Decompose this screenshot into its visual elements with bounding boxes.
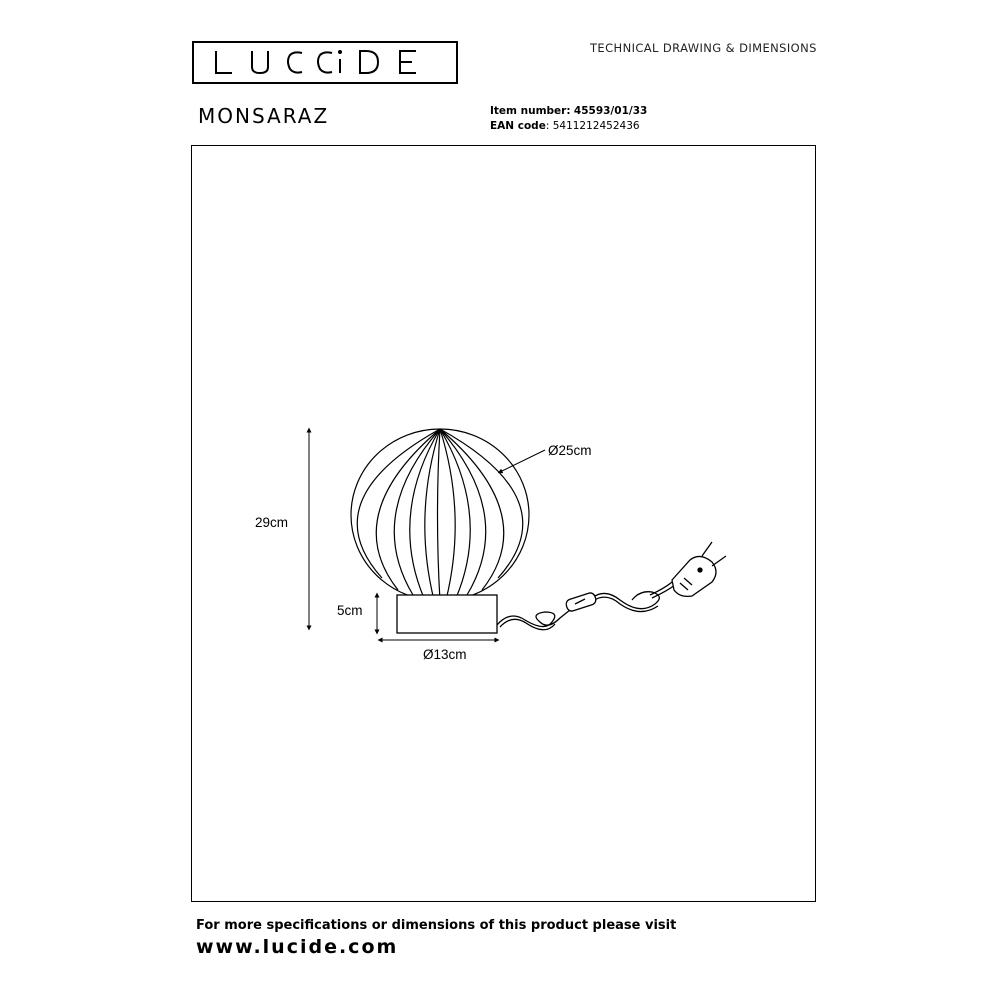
- dimension-base-diameter: Ø13cm: [423, 647, 467, 662]
- dimension-height-total: 29cm: [255, 515, 289, 530]
- footer-text: For more specifications or dimensions of this product please visit: [196, 918, 677, 933]
- shade-diameter-leader-line: [500, 450, 545, 472]
- item-number-label: Item number:: [490, 105, 571, 117]
- inline-switch-icon: [565, 592, 597, 613]
- document-heading: TECHNICAL DRAWING & DIMENSIONS: [590, 41, 817, 55]
- ean-label: EAN code: [490, 120, 546, 132]
- dimension-shade-diameter: Ø25cm: [548, 443, 592, 458]
- product-name: MONSARAZ: [198, 104, 330, 128]
- plug-icon: [672, 542, 726, 596]
- dimension-base-height: 5cm: [337, 603, 363, 618]
- lamp-shade: [351, 429, 529, 601]
- ean-value: : 5411212452436: [545, 120, 640, 132]
- lamp-base: [397, 595, 497, 633]
- item-number-value: 45593/01/33: [573, 105, 648, 117]
- footer-website-link[interactable]: www.lucide.com: [196, 936, 399, 958]
